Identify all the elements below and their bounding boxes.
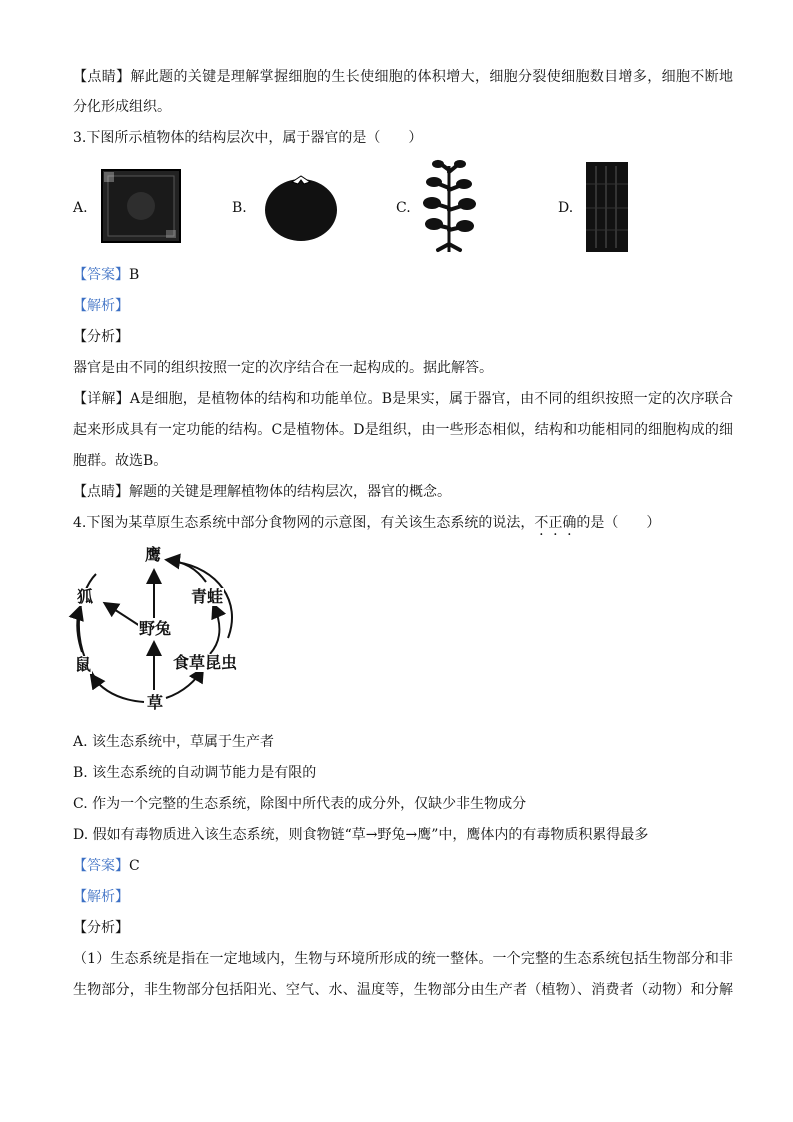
q3-detail-label: 【详解】	[73, 391, 130, 407]
q4-option-c: C. 作为一个完整的生态系统，除图中所代表的成分外，仅缺少非生物成分	[73, 796, 527, 812]
q3-option-b-fruit-image	[262, 172, 340, 242]
q3-option-a-cell-image	[100, 168, 182, 244]
web-node-mouse: 鼠	[75, 655, 92, 674]
web-node-grass: 草	[147, 693, 164, 712]
q3-option-d-tissue-image	[584, 160, 630, 254]
web-node-frog: 青蛙	[191, 587, 224, 606]
q4-answer-line	[73, 856, 733, 876]
q4-stem-emph-2: 正	[548, 515, 563, 531]
q3-detail-line-2: 起来形成具有一定功能的结构。C是植物体。D是组织，由一些形态相似，结构和功能相同的细胞构成的细	[73, 422, 733, 438]
q3-option-c-plant-image	[420, 158, 478, 254]
dianjing-text-2: 分化形成组织。	[73, 99, 171, 115]
q3-dianjing-line	[73, 482, 733, 502]
q4-answer-label: 【答案】	[73, 858, 129, 874]
q4-option-b: B. 该生态系统的自动调节能力是有限的	[73, 765, 317, 781]
q3-dianjing-text: 解题的关键是理解植物体的结构层次，器官的概念。	[129, 484, 451, 500]
q4-option-d: D. 假如有毒物质进入该生态系统，则食物链“草→野兔→鹰”中，鹰体内的有毒物质积累得最多	[73, 827, 649, 843]
food-web-diagram	[68, 542, 258, 720]
q4-stem-emph-3: 确	[562, 515, 577, 531]
q3-answer-value: B	[129, 267, 140, 283]
web-node-insect: 食草昆虫	[173, 653, 238, 672]
q4-fenxi-line-2: 生物部分，非生物部分包括阳光、空气、水、温度等，生物部分由生产者（植物）、消费者（动物）和分解	[73, 982, 733, 998]
q4-stem-emph-1: 不	[534, 515, 549, 531]
q3-option-c-label: C.	[396, 200, 411, 216]
dianjing-line-1	[73, 67, 733, 87]
q4-analysis-label: 【解析】	[73, 889, 129, 905]
q3-answer-label: 【答案】	[73, 267, 129, 283]
q4-fenxi-label: 【分析】	[73, 920, 129, 936]
q3-detail-text-1: A是细胞，是植物体的结构和功能单位。B是果实，属于器官，由不同的组织按照一定的次序联合	[129, 391, 733, 407]
q4-stem-suffix: 的是（ ）	[576, 515, 661, 531]
dianjing-tag: 【点睛】	[73, 69, 131, 85]
q3-dianjing-label: 【点睛】	[73, 484, 129, 500]
q3-option-a-label: A.	[73, 200, 88, 216]
question-3-stem: 3.下图所示植物体的结构层次中，属于器官的是（ ）	[73, 130, 423, 146]
q4-answer-value: C	[129, 858, 140, 874]
q3-analysis-label: 【解析】	[73, 298, 129, 314]
q3-detail-line-1	[73, 389, 733, 409]
question-4-stem	[73, 513, 733, 533]
q4-stem-prefix: 4.下图为某草原生态系统中部分食物网的示意图，有关该生态系统的说法，	[73, 515, 535, 531]
web-node-rabbit: 野兔	[139, 619, 172, 638]
q4-fenxi-line-1: （1）生态系统是指在一定地域内，生物与环境所形成的统一整体。一个完整的生态系统包括生物部分和非	[73, 951, 733, 967]
q3-option-b-label: B.	[232, 200, 247, 216]
q3-option-d-label: D.	[558, 200, 574, 216]
q3-detail-line-3: 胞群。故选B。	[73, 453, 168, 469]
q3-answer-line	[73, 265, 733, 285]
web-node-fox: 狐	[77, 587, 94, 606]
dianjing-text-1: 解此题的关键是理解掌握细胞的生长使细胞的体积增大，细胞分裂使细胞数目增多，细胞不断地	[130, 69, 734, 85]
q3-fenxi-text: 器官是由不同的组织按照一定的次序结合在一起构成的。据此解答。	[73, 360, 493, 376]
q4-option-a: A. 该生态系统中，草属于生产者	[73, 734, 275, 750]
q3-fenxi-label: 【分析】	[73, 329, 129, 345]
web-node-hawk: 鹰	[145, 545, 162, 564]
dianjing-line-2	[73, 97, 733, 117]
